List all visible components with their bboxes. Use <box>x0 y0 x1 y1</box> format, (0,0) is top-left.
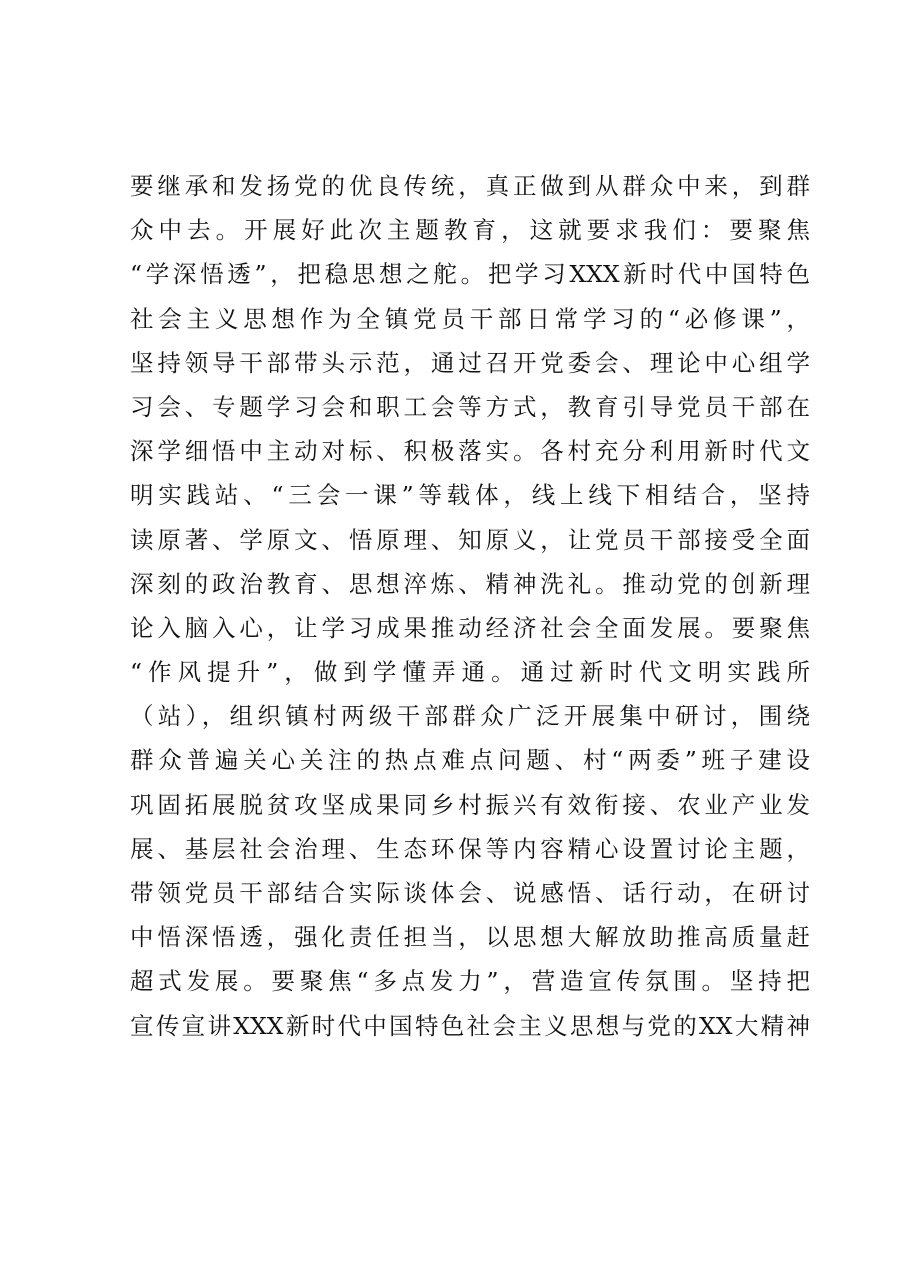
text-line: 巩固拓展脱贫攻坚成果同乡村振兴有效衔接、农业产业发 <box>130 790 810 819</box>
text-line: 社会主义思想作为全镇党员干部日常学习的“必修课”， <box>130 304 810 333</box>
text-line: 群众普遍关心关注的热点难点问题、村“两委”班子建设 <box>130 746 810 775</box>
text-line: （站），组织镇村两级干部群众广泛开展集中研讨，围绕 <box>130 702 810 731</box>
text-line: 超式发展。要聚焦“多点发力”，营造宣传氛围。坚持把 <box>130 967 810 996</box>
text-line: 读原著、学原文、悟原理、知原义，让党员干部接受全面 <box>130 525 810 554</box>
text-line: 论入脑入心，让学习成果推动经济社会全面发展。要聚焦 <box>130 613 810 642</box>
text-line: 带领党员干部结合实际谈体会、说感悟、话行动，在研讨 <box>130 879 810 907</box>
text-line: “学深悟透”，把稳思想之舵。把学习XXX新时代中国特色 <box>130 260 810 289</box>
text-line: 众中去。开展好此次主题教育，这就要求我们：要聚焦 <box>130 216 810 245</box>
text-line: 要继承和发扬党的优良传统，真正做到从群众中来，到群 <box>130 172 810 200</box>
text-line: “作风提升”，做到学懂弄通。通过新时代文明实践所 <box>130 658 810 687</box>
text-line: 明实践站、“三会一课”等载体，线上线下相结合，坚持 <box>130 481 810 510</box>
text-line: 坚持领导干部带头示范，通过召开党委会、理论中心组学 <box>130 348 810 377</box>
text-line: 展、基层社会治理、生态环保等内容精心设置讨论主题， <box>130 834 810 863</box>
body-text <box>130 164 810 1048</box>
text-line: 中悟深悟透，强化责任担当，以思想大解放助推高质量赶 <box>130 923 810 952</box>
text-line: 习会、专题学习会和职工会等方式，教育引导党员干部在 <box>130 392 810 421</box>
text-line: 深学细悟中主动对标、积极落实。各村充分利用新时代文 <box>130 437 810 466</box>
text-line: 宣传宣讲XXX新时代中国特色社会主义思想与党的XX大精神 <box>130 1011 810 1040</box>
text-line: 深刻的政治教育、思想淬炼、精神洗礼。推动党的创新理 <box>130 569 810 598</box>
